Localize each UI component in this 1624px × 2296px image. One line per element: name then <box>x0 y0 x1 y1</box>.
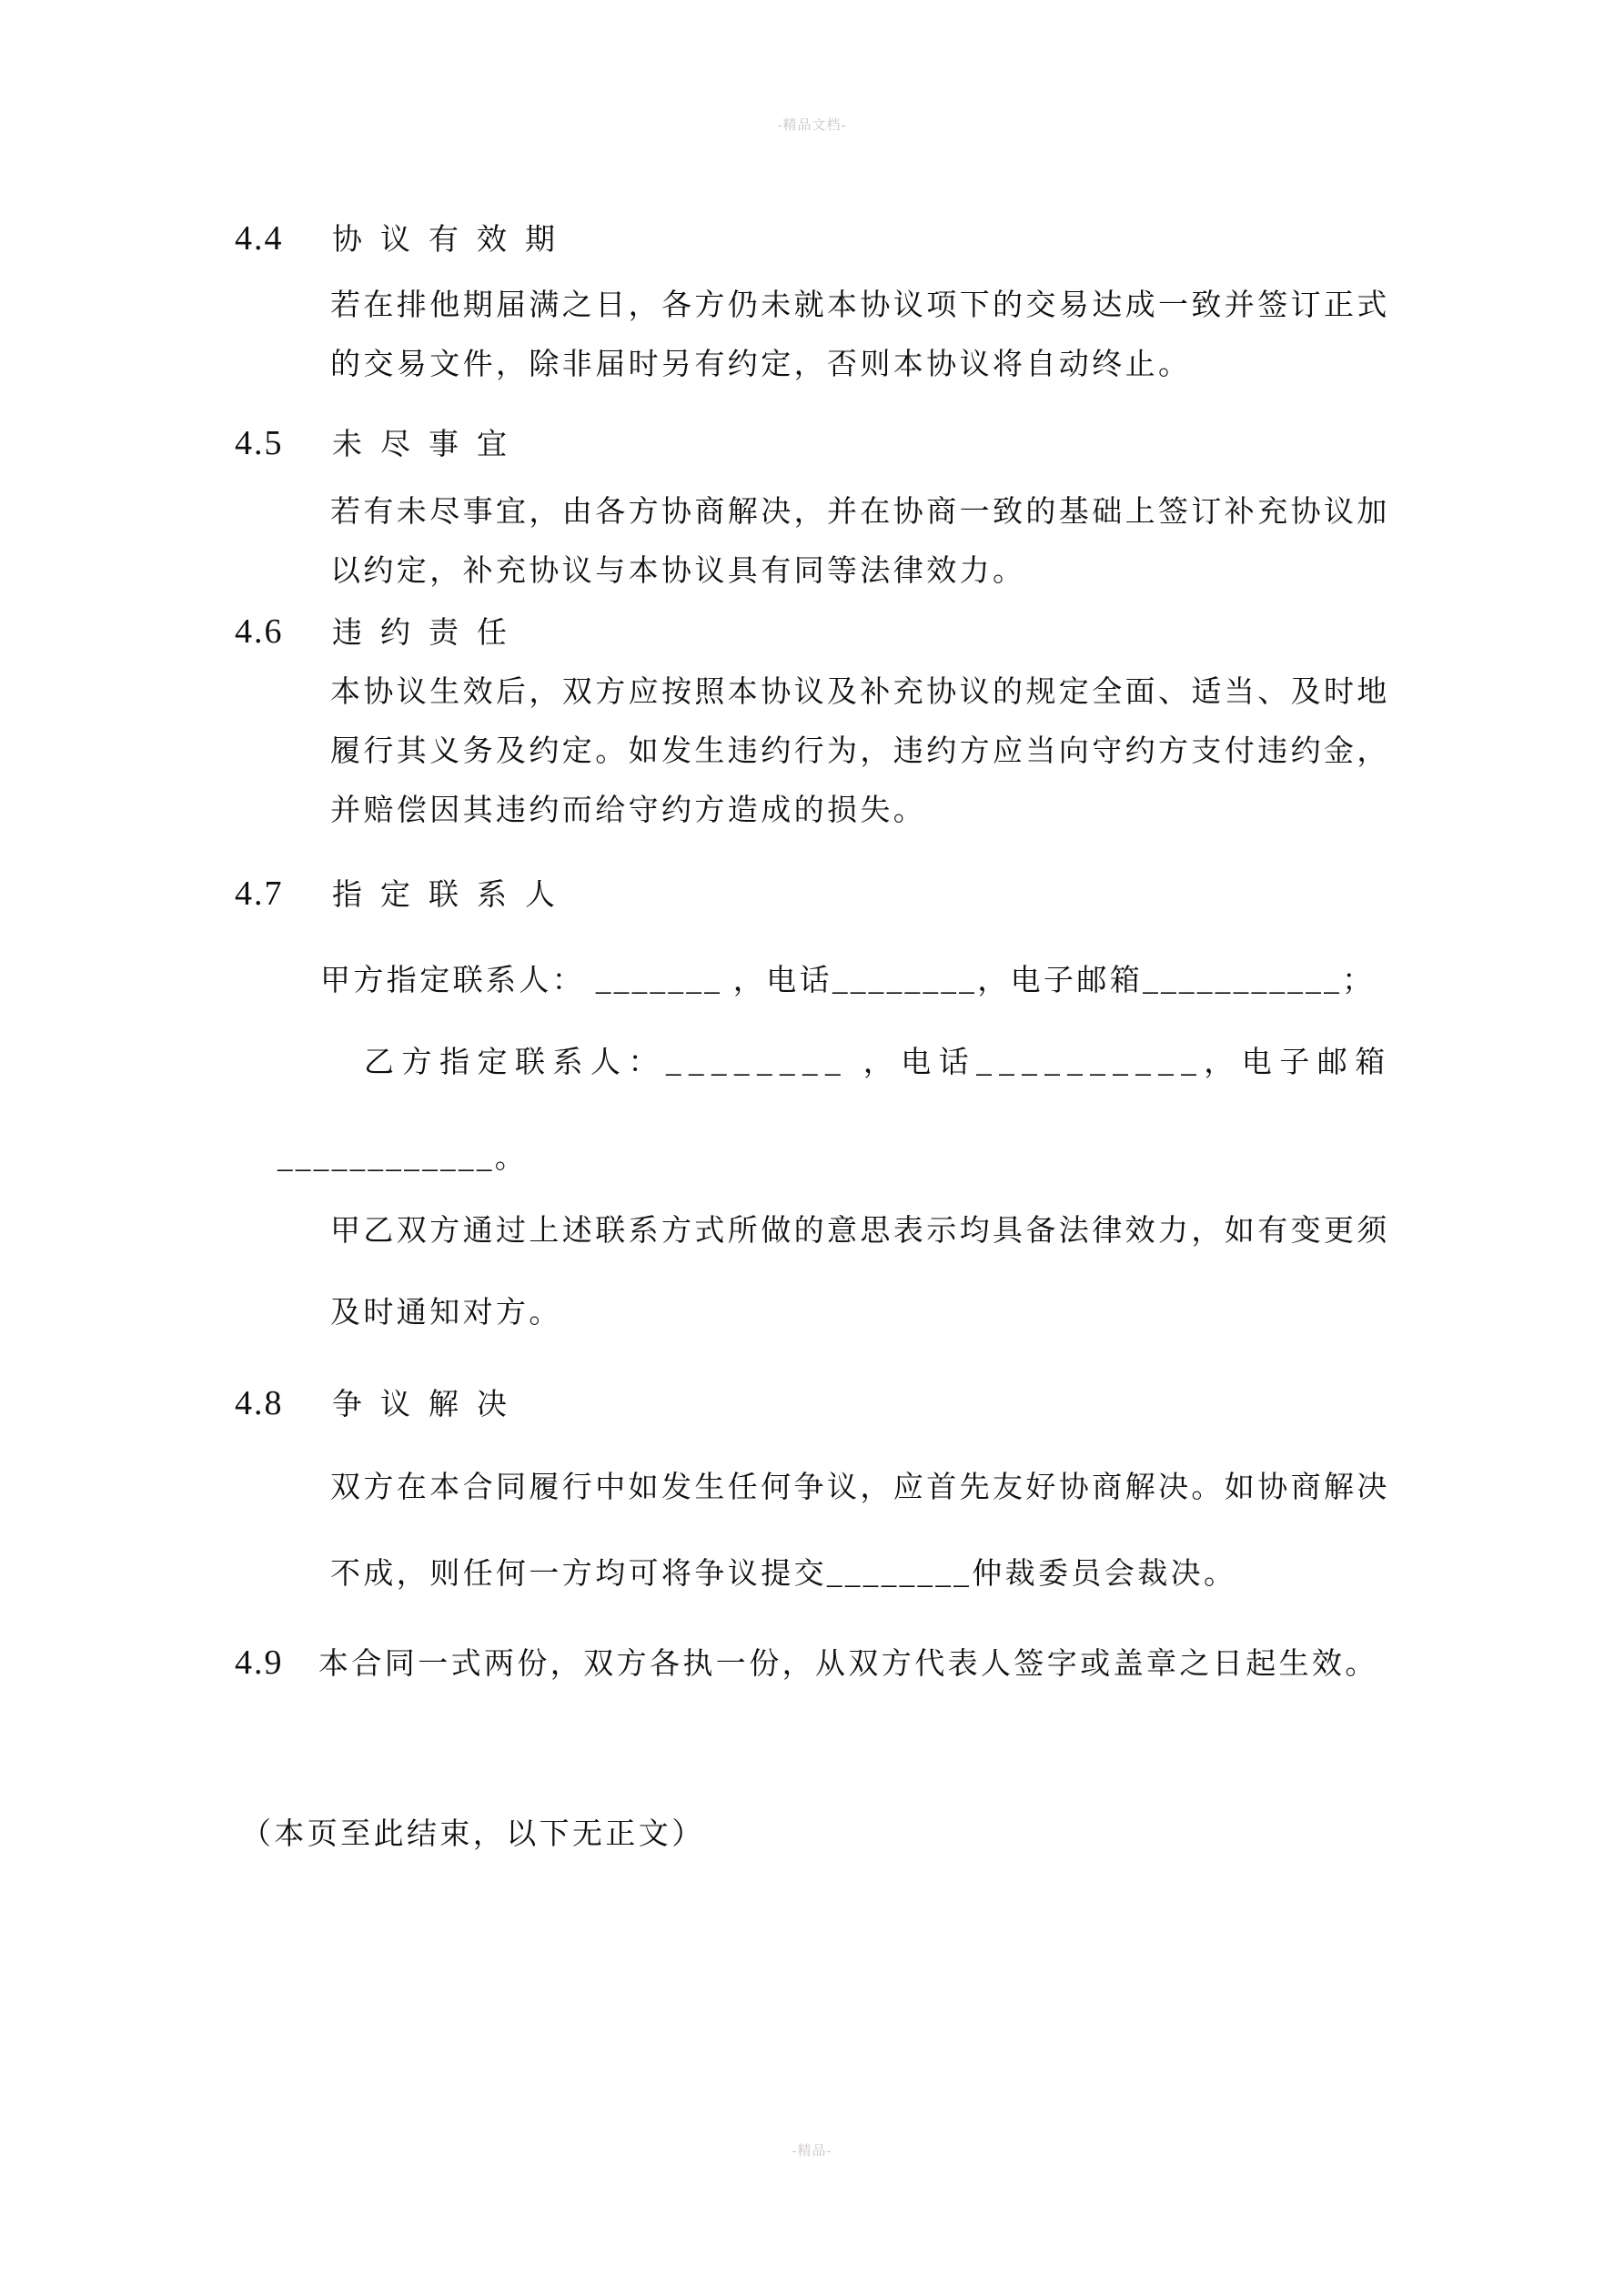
paragraph-line: 甲乙双方通过上述联系方式所做的意思表示均具备法律效力，如有变更须 <box>330 1215 1390 1248</box>
party-a-contact-line: 甲方指定联系人： _______ ，电话________，电子邮箱___________； <box>320 965 1376 997</box>
section-4-6-heading <box>235 612 1624 653</box>
party-b-contact-line: 乙方指定联系人：________ ，电话__________，电子邮箱 <box>364 1047 1393 1079</box>
paragraph-line: 若有未尽事宜，由各方协商解决，并在协商一致的基础上签订补充协议加 <box>330 496 1390 529</box>
paragraph-line: 并赔偿因其违约而给守约方造成的损失。 <box>330 794 927 827</box>
section-4-7-heading <box>235 874 1624 915</box>
paragraph-line: 本协议生效后，双方应按照本协议及补充协议的规定全面、适当、及时地 <box>330 676 1390 709</box>
section-4-5-number: 4.5 <box>235 424 284 462</box>
section-4-4-title: 协议有效期 <box>332 224 573 257</box>
section-4-5-paragraph <box>0 483 1624 602</box>
paragraph-line: 以约定，补充协议与本协议具有同等法律效力。 <box>330 555 1026 588</box>
section-4-7-number: 4.7 <box>235 875 284 913</box>
paragraph-line: 若在排他期届满之日，各方仍未就本协议项下的交易达成一致并签订正式 <box>330 289 1390 322</box>
section-4-6-number: 4.6 <box>235 612 284 651</box>
watermark-top: -精品文档- <box>777 118 847 133</box>
section-4-8-number: 4.8 <box>235 1384 284 1422</box>
section-4-8-heading <box>235 1383 1624 1425</box>
contact-legal-note-paragraph <box>0 1190 1624 1354</box>
party-b-contact-continuation: ____________。 <box>277 1142 529 1175</box>
section-4-5-title: 未尽事宜 <box>332 429 525 461</box>
section-4-7-title: 指定联系人 <box>332 879 573 912</box>
page-end-note: （本页至此结束，以下无正文） <box>241 1818 705 1851</box>
section-4-5-heading <box>235 423 1624 465</box>
section-4-8-paragraph <box>0 1445 1624 1618</box>
paragraph-line: 履行其义务及约定。如发生违约行为，违约方应当向守约方支付违约金， <box>330 735 1390 768</box>
section-4-9-clause <box>235 1643 1624 1684</box>
paragraph-line: 不成，则任何一方均可将争议提交________仲裁委员会裁决。 <box>330 1558 1237 1591</box>
section-4-8-title: 争议解决 <box>332 1389 525 1421</box>
section-4-6-paragraph <box>0 663 1624 841</box>
watermark-bottom: -精品- <box>792 2144 832 2159</box>
paragraph-line: 及时通知对方。 <box>330 1297 562 1330</box>
paragraph-line: 双方在本合同履行中如发生任何争议，应首先友好协商解决。如协商解决 <box>330 1472 1390 1504</box>
section-4-9-number: 4.9 <box>235 1644 284 1682</box>
section-4-4-number: 4.4 <box>235 219 284 258</box>
section-4-4-heading <box>235 218 1624 260</box>
section-4-6-title: 违约责任 <box>332 617 525 650</box>
section-4-4-paragraph <box>0 277 1624 395</box>
paragraph-line: 的交易文件，除非届时另有约定，否则本协议将自动终止。 <box>330 349 1192 381</box>
section-4-9-text: 本合同一式两份，双方各执一份，从双方代表人签字或盖章之日起生效。 <box>318 1648 1378 1681</box>
